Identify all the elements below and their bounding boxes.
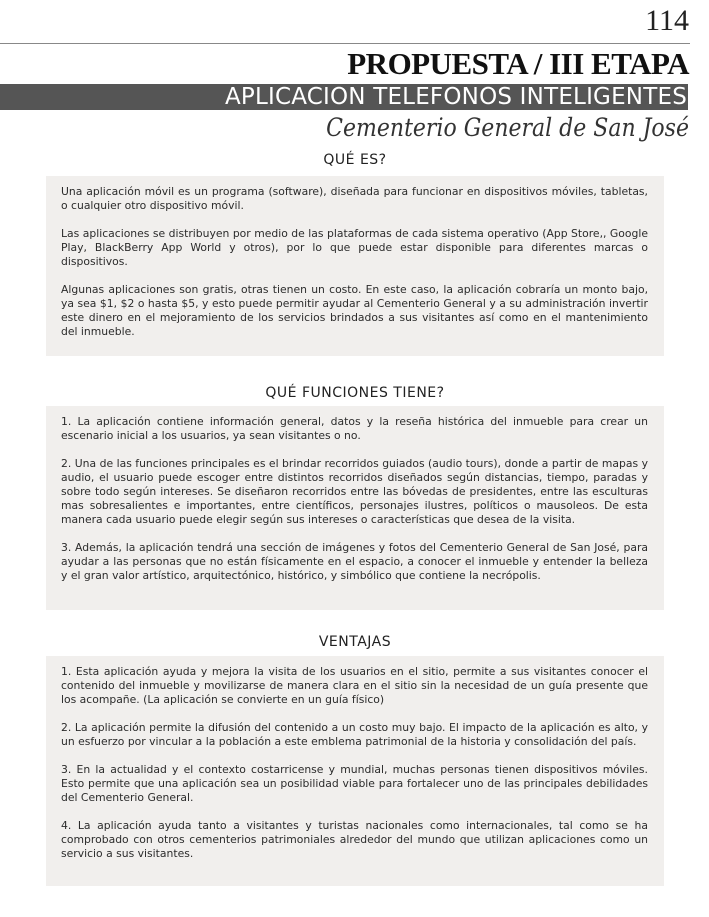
paragraph: Una aplicación móvil es un programa (software), diseñada para funcionar en dispositivos móviles, tabletas, o cualquier otro dispositivo móvil. (61, 185, 648, 212)
paragraph: 2. Una de las funciones principales es el brindar recorridos guiados (audio tours), donde a partir de mapas y audio, el usuario puede escoger entre distintos recorridos diseñados según distancias, tiempo, paradas y sobre todo según intereses. Se diseñaron recorridos entre las bóvedas de presidentes, entre las esculturas mas sobresalientes e importantes, entre científicos, personajes ilustres, políticos o mausoleos. De esta manera cada usuario puede elegir según sus intereses o características que desea de la visita. (61, 457, 648, 526)
paragraph: Algunas aplicaciones son gratis, otras tienen un costo. En este caso, la aplicación cobraría un monto bajo, ya sea $1, $2 o hasta $5, y esto puede permitir ayudar al Cementerio General y a su administración invertir este dinero en el mejoramiento de los servicios brindados a sus visitantes así como en el mantenimiento del inmueble. (61, 283, 648, 338)
section-box-funciones (46, 406, 664, 610)
section-heading-que-es: QUÉ ES? (323, 152, 387, 168)
cemetery-name-title: Cementerio General de San José (326, 114, 689, 143)
page-number: 114 (645, 4, 689, 37)
paragraph: 1. La aplicación contiene información general, datos y la reseña histórica del inmueble para crear un escenario inicial a los usuarios, ya sean visitantes o no. (61, 415, 648, 442)
section-box-que-es (46, 176, 664, 356)
paragraph: Las aplicaciones se distribuyen por medio de las plataformas de cada sistema operativo (App Store,, Google Play, BlackBerry App World y otros), por lo que puede estar disponible para diferentes marcas o dispositivos. (61, 227, 648, 268)
section-box-ventajas (46, 656, 664, 886)
section-heading-funciones: QUÉ FUNCIONES TIENE? (265, 385, 445, 401)
paragraph: 4. La aplicación ayuda tanto a visitantes y turistas nacionales como internacionales, tal como se ha comprobado con otros cementerios patrimoniales alrededor del mundo que utilizan aplicaciones como un servicio a sus visitantes. (61, 819, 648, 860)
page-subtitle: APLICACION TELEFONOS INTELIGENTES (224, 84, 687, 110)
paragraph: 3. En la actualidad y el contexto costarricense y mundial, muchas personas tienen dispositivos móviles. Esto permite que una aplicación sea un posibilidad viable para fortalecer uno de las principales debilidades del Cementerio General. (61, 763, 648, 804)
page-title: PROPUESTA / III ETAPA (347, 46, 689, 81)
paragraph: 2. La aplicación permite la difusión del contenido a un costo muy bajo. El impacto de la aplicación es alto, y un esfuerzo por vincular a la población a este emblema patrimonial de la historia y consolidación del país. (61, 721, 648, 748)
paragraph: 3. Además, la aplicación tendrá una sección de imágenes y fotos del Cementerio General de San José, para ayudar a las personas que no están físicamente en el espacio, a conocer el inmueble y entender la belleza y el gran valor artístico, arquitectónico, histórico, y simbólico que contiene la necrópolis. (61, 541, 648, 582)
paragraph: 1. Esta aplicación ayuda y mejora la visita de los usuarios en el sitio, permite a sus visitantes conocer el contenido del inmueble y movilizarse de manera clara en el sitio sin la necesidad de un guía presente que los acompañe. (La aplicación se convierte en un guía físico) (61, 665, 648, 706)
header-rule (0, 43, 690, 44)
section-heading-ventajas: VENTAJAS (318, 634, 392, 650)
